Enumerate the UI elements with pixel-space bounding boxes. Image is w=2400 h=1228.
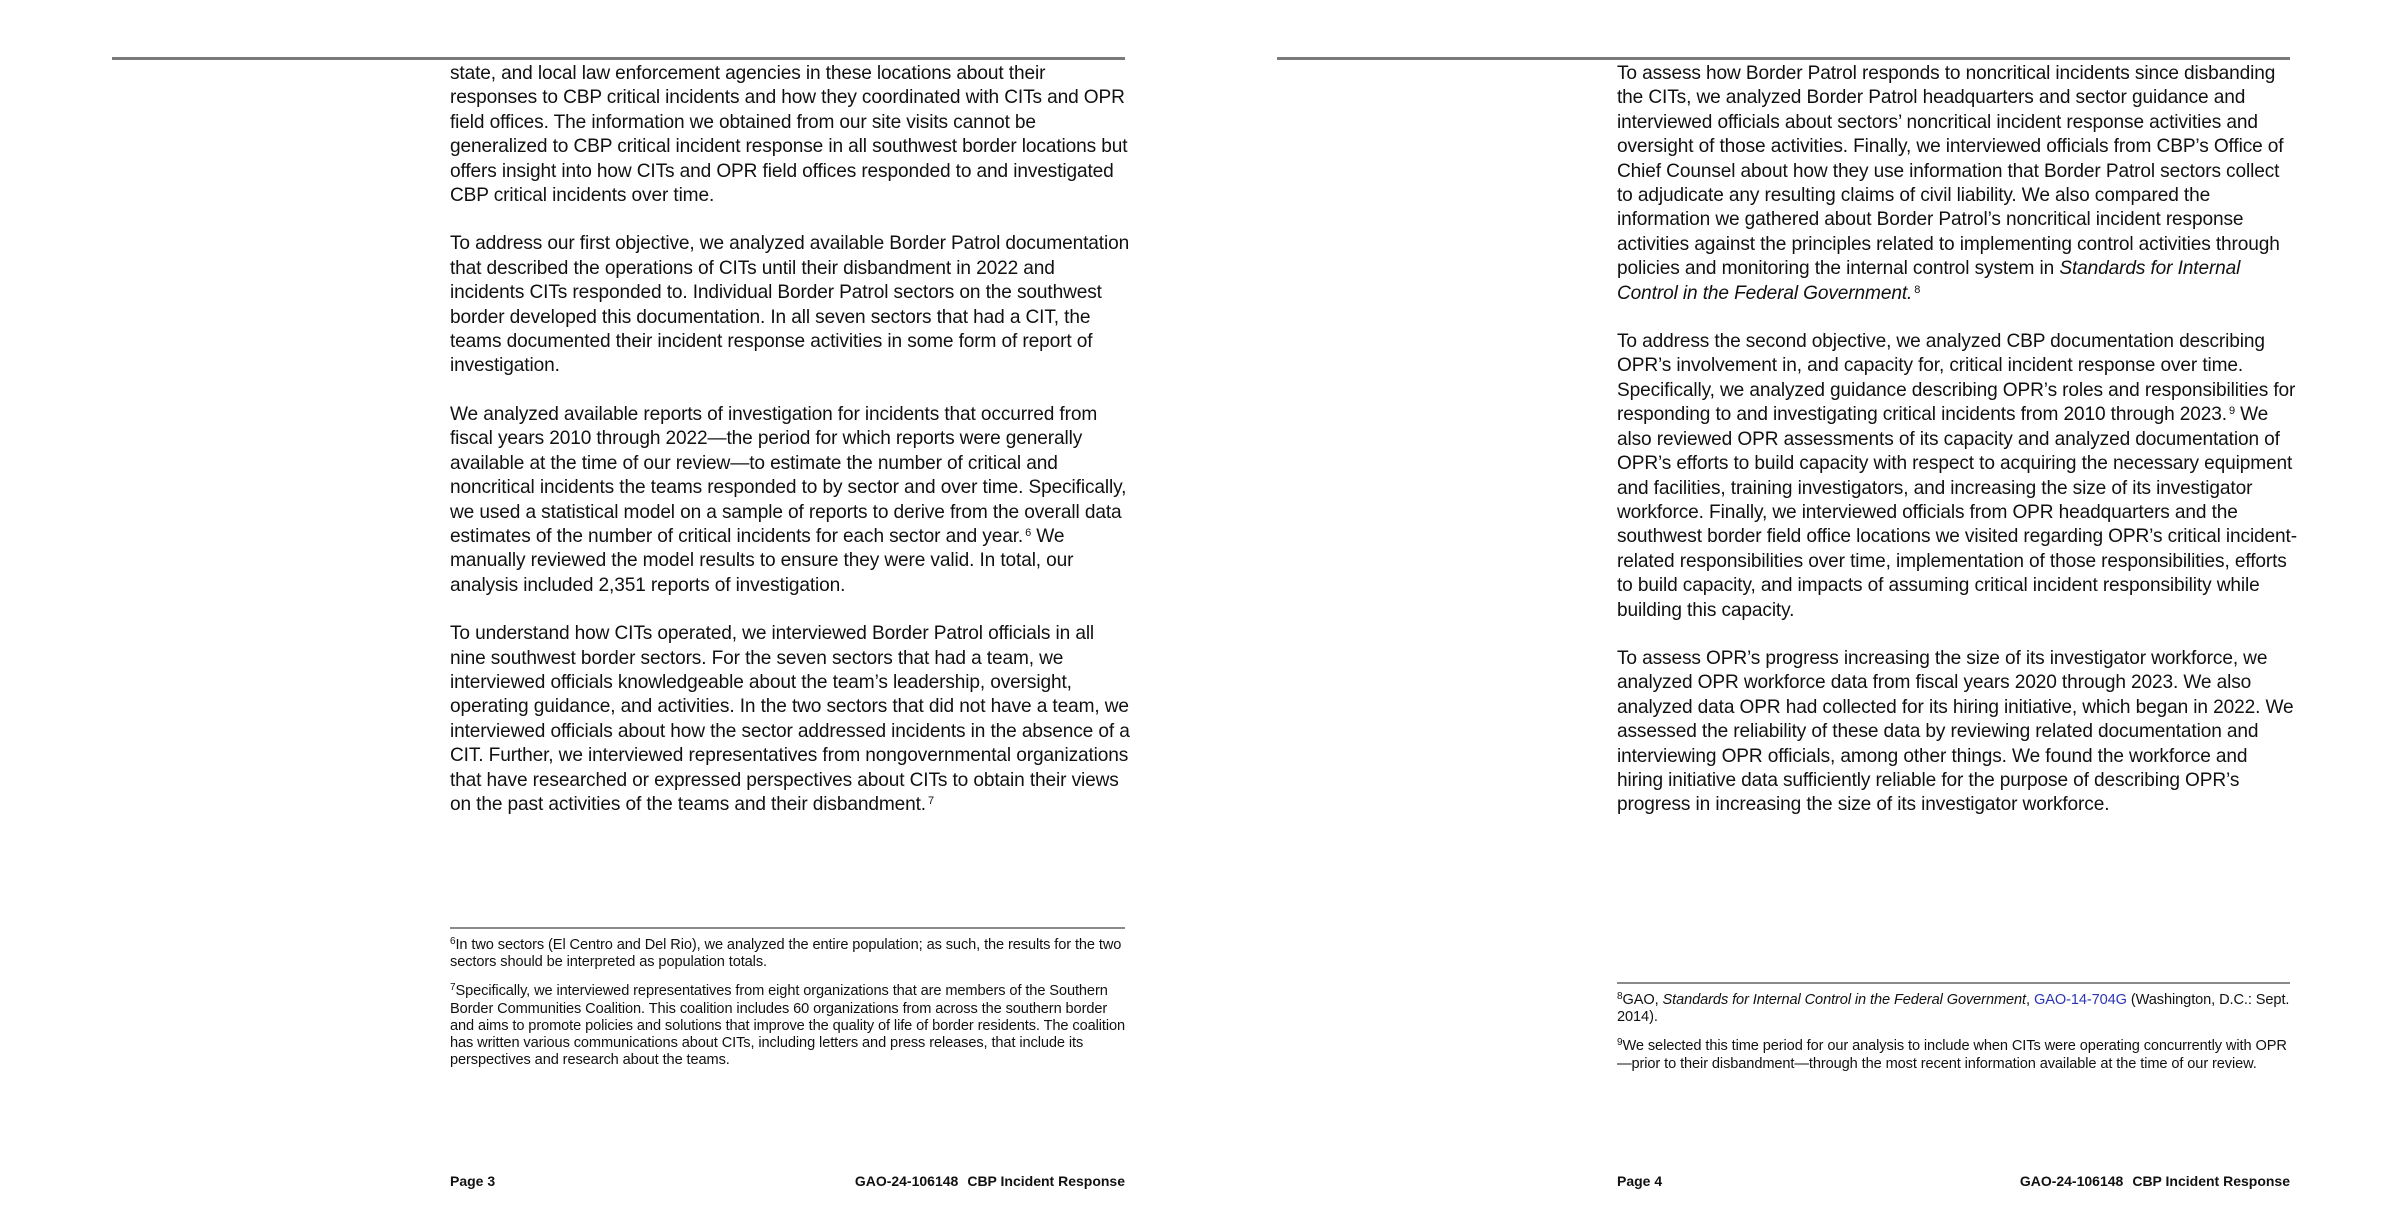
report-title: CBP Incident Response (2132, 1173, 2290, 1189)
paragraph-text: To address our first objective, we analyzed available Border Patrol documentation that described the operations of CITs until their disbandment in 2022 and incidents CITs responded to. Individual Border Patrol sectors on the southwest border developed this documentation. In all seven sectors that had a CIT, the teams documented their incident response activities in some form of report of investigation. (450, 233, 1130, 377)
footnote-mark: 8 (1617, 991, 1623, 1002)
paragraph-text: state, and local law enforcement agencies in these locations about their responses to CBP critical incidents and how they coordinated with CITs and OPR field offices. The information we obtained from our site visits cannot be generalized to CBP critical incident response in all southwest border locations but offers insight into how CITs and OPR field offices responded to and investigated CBP critical incidents over time. (450, 63, 1128, 207)
footnotes (450, 937, 1130, 1081)
footnote-7 (450, 983, 1130, 1069)
footnote-text: In two sectors (El Centro and Del Rio), we analyzed the entire population; as such, the results for the two sectors should be interpreted as population totals. (450, 937, 1122, 971)
footnote-6 (450, 937, 1130, 971)
footnote-separator (450, 927, 1125, 929)
footnote-8 (1617, 992, 2297, 1026)
header-rule (1277, 57, 2290, 60)
paragraph-text: To address the second objective, we analyzed CBP documentation describing OPR’s involvement in, and capacity for, critical incident response over time. Specifically, we analyzed guidance describing OPR’s roles and responsibilities for responding to and investigating critical incidents from 2010 through 2023. (1617, 331, 2296, 426)
footnote-reference-6[interactable]: 6 (1025, 526, 1032, 539)
body-text (450, 62, 1130, 841)
footnote-separator (1617, 982, 2290, 984)
paragraph-text: To assess OPR’s progress increasing the size of its investigator workforce, we analyzed OPR workforce data from fiscal years 2020 through 2023. We also analyzed data OPR had collected for its hiring initiative, which began in 2022. We assessed the reliability of these data by reviewing related documentation and interviewing OPR officials, among other things. We found the workforce and hiring initiative data sufficiently reliable for the purpose of describing OPR’s progress in increasing the size of its investigator workforce. (1617, 647, 2294, 816)
footnote-text: , (2026, 992, 2034, 1008)
paragraph (450, 62, 1130, 208)
footnote-mark: 9 (1617, 1037, 1623, 1049)
footnote-text: We selected this time period for our analysis to include when CITs were operating concurrently with OPR—prior to their disbandment—through the most recent information available at the time of our review. (1617, 1038, 2287, 1072)
paragraph-text: We manually reviewed the model results to ensure they were valid. In total, our analysis included 2,351 reports of investigation. (450, 525, 1074, 596)
running-footer (855, 1173, 1125, 1189)
footnote-mark: 6 (450, 936, 456, 947)
paragraph (1617, 647, 2297, 818)
footnote-mark: 7 (450, 982, 456, 994)
footnote-text: (Washington, D.C.: Sept. 2014). (1617, 992, 2290, 1026)
footnote-reference-9[interactable]: 9 (2228, 405, 2235, 418)
paragraph-text: We also reviewed OPR assessments of its capacity and analyzed documentation of OPR’s efforts to build capacity with respect to acquiring the necessary equipment and facilities, training investigators, and increasing the size of its investigator workforce. Finally, we interviewed officials from OPR headquarters and the southwest border field office locations we visited regarding OPR’s critical incident-related responsibilities over time, implementation of those responsibilities, efforts to build capacity, and impacts of assuming critical incident responsibility while building this capacity. (1617, 404, 2297, 621)
paragraph (1617, 330, 2297, 623)
gao-report-link[interactable]: GAO-14-704G (2033, 992, 2127, 1008)
paragraph (450, 622, 1130, 817)
paragraph-text: To assess how Border Patrol responds to noncritical incidents since disbanding the CITs, we analyzed Border Patrol headquarters and sector guidance and interviewed officials about sectors’ noncritical incident response activities and oversight of those activities. Finally, we interviewed officials from CBP’s Office of Chief Counsel about how they use information that Border Patrol sectors collect to adjudicate any resulting claims of civil liability. We also compared the information we gathered about Border Patrol’s noncritical incident response activities against the principles related to implementing control activities through policies and monitoring the internal control system in (1617, 63, 2284, 280)
paragraph (1617, 62, 2297, 306)
paragraph-text: We analyzed available reports of investigation for incidents that occurred from fiscal years 2010 through 2022—the period for which reports were generally available at the time of our review—to estimate the number of critical and noncritical incidents the teams responded to by sector and over time. Specifically, we used a statistical model on a sample of reports to derive from the overall data estimates of the number of critical incidents for each sector and year. (450, 403, 1127, 547)
footnote-reference-8[interactable]: 8 (1914, 283, 1921, 296)
header-rule (112, 57, 1125, 60)
footnote-9 (1617, 1038, 2297, 1072)
footnote-text: Specifically, we interviewed representatives from eight organizations that are members of the Southern Border Communities Coalition. This coalition includes 60 organizations from across the southern border and aims to promote policies and solutions that improve the quality of life of border residents. The coalition has written various communications about CITs, including letters and press releases, that include its perspectives and research about the teams. (450, 983, 1126, 1069)
footnotes (1617, 992, 2297, 1085)
page-number: Page 4 (1617, 1173, 1663, 1189)
publication-title: Standards for Internal Control in the Federal Government (1662, 992, 2027, 1008)
report-title: CBP Incident Response (967, 1173, 1125, 1189)
report-number: GAO-24-106148 (2019, 1173, 2124, 1189)
paragraph (450, 232, 1130, 378)
report-number: GAO-24-106148 (854, 1173, 959, 1189)
publication-title: Standards for Internal Control in the Federal Government. (1617, 258, 2241, 304)
paragraph-text: To understand how CITs operated, we interviewed Border Patrol officials in all nine southwest border sectors. For the seven sectors that had a team, we interviewed officials knowledgeable about the team’s leadership, oversight, operating guidance, and activities. In the two sectors that did not have a team, we interviewed officials about how the sector addressed incidents in the absence of a CIT. Further, we interviewed representatives from nongovernmental organizations that have researched or expressed perspectives about CITs to obtain their views on the past activities of the teams and their disbandment. (450, 623, 1130, 815)
body-text (1617, 62, 2297, 842)
footnote-text: GAO, (1622, 992, 1663, 1008)
paragraph (450, 403, 1130, 598)
page-4 (1200, 0, 2400, 1228)
page-number: Page 3 (450, 1173, 496, 1189)
running-footer (2020, 1173, 2290, 1189)
footnote-reference-7[interactable]: 7 (927, 794, 934, 807)
